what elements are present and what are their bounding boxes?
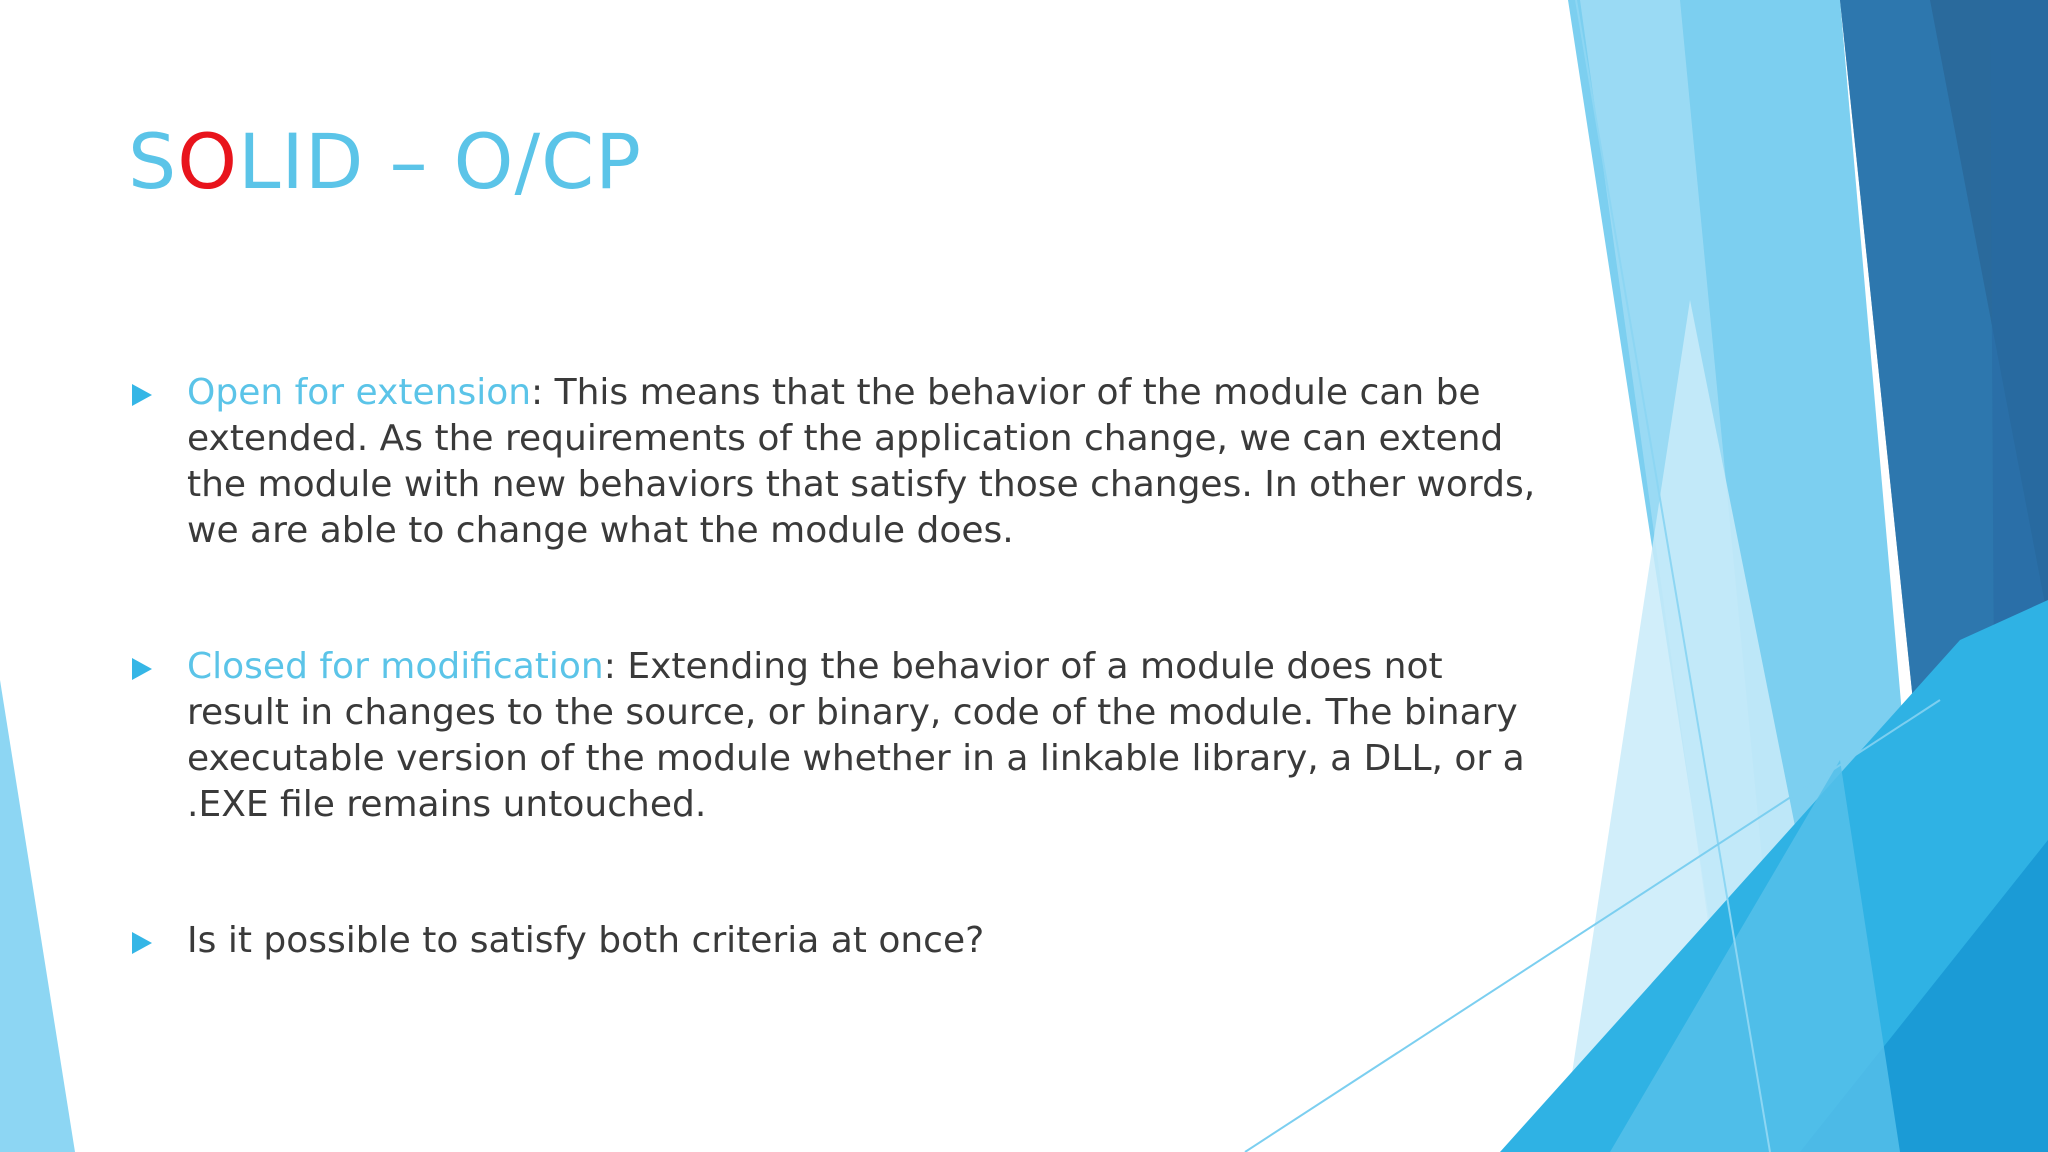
left-edge-shape	[0, 680, 75, 1152]
bullet-text: Is it possible to satisfy both criteria at once?	[187, 920, 985, 961]
bullet-arrow-icon	[132, 932, 152, 954]
bullet-closed-for-modification	[128, 644, 1548, 828]
title-accent-letter: O	[177, 117, 239, 206]
bullet-question	[128, 918, 1548, 964]
page-title	[128, 112, 642, 212]
bullet-open-for-extension	[128, 370, 1548, 554]
bullet-text: : Extending the behavior of a module does not result in changes to the source, or binary, code of the module. The binary executable version of the module whether in a linkable library, a DLL, or a .EXE file remains untouched.	[187, 646, 1525, 825]
bullet-arrow-icon	[132, 384, 152, 406]
bullet-term: Open for extension	[187, 372, 532, 413]
bullet-term: Closed for modification	[187, 646, 604, 687]
title-suffix: LID – O/CP	[238, 117, 642, 206]
bullet-text: : This means that the behavior of the module can be extended. As the requirements of the application change, we can extend the module with new behaviors that satisfy those changes. In other words, we are able to change what the module does.	[187, 372, 1536, 551]
title-prefix: S	[128, 117, 178, 206]
bullet-list	[128, 370, 1548, 964]
bullet-arrow-icon	[132, 658, 152, 680]
